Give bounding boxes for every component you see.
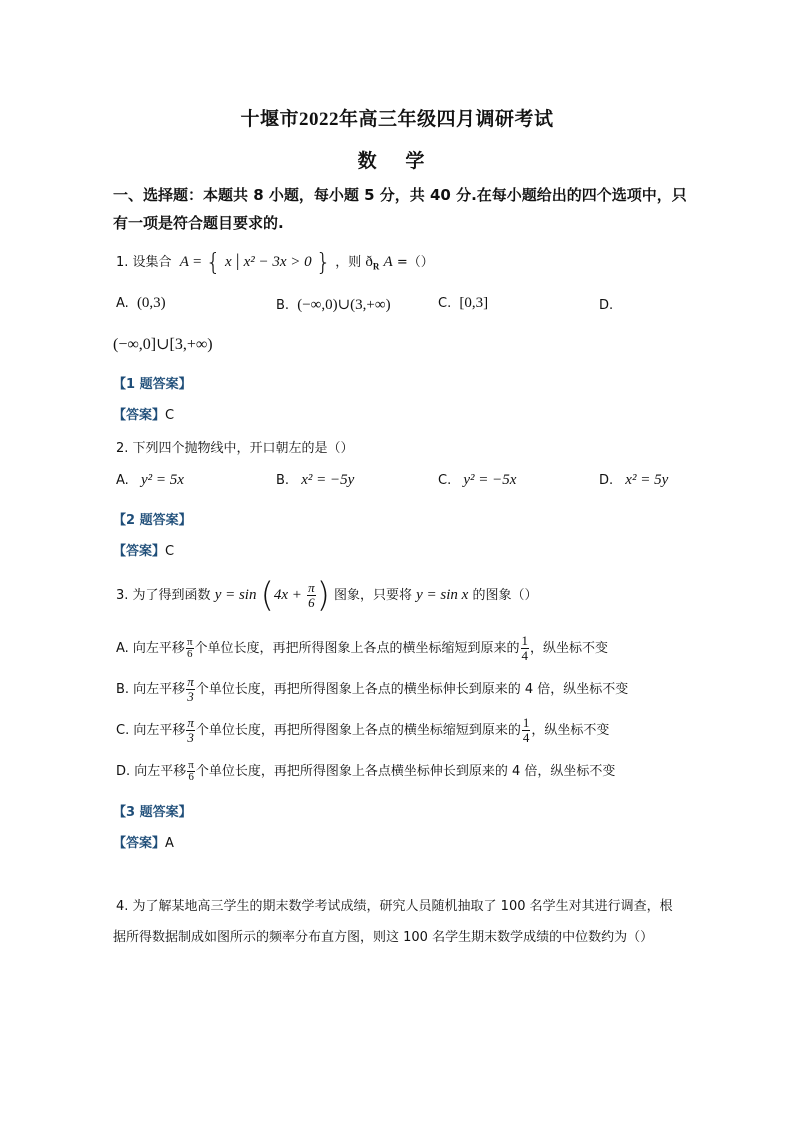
page-title: 十堰市2022年高三年级四月调研考试	[240, 109, 554, 130]
q3-option-b-text: 个单位长度，再把所得图象上各点的横坐标伸长到原来的 4 倍，纵坐标不变	[195, 682, 629, 697]
set-variable: x	[225, 254, 232, 270]
complement-subscript: R	[372, 261, 380, 272]
q2-option-a-label: A.	[116, 473, 129, 488]
q1-option-b-label: B.	[276, 298, 290, 313]
q3-option-d-frac-den: 6	[188, 771, 194, 783]
q2-answer	[113, 540, 174, 559]
q3-right-paren: )	[316, 575, 330, 616]
q2-option-c	[438, 472, 516, 489]
q1-option-d-value: (−∞,0]∪[3,+∞)	[113, 336, 213, 353]
q3-option-c-frac	[186, 716, 195, 745]
q3-function-lhs: y = sin	[214, 587, 257, 603]
question-1-mid: ，则	[335, 255, 362, 270]
q3-option-c-frac2	[522, 716, 531, 745]
question-4-line2: 据所得数据制成如图所示的频率分布直方图，则这 100 名学生期末数学成绩的中位数约为（）	[113, 930, 654, 945]
q3-option-b-label: B. 向左平移	[116, 682, 186, 697]
q3-option-b-frac-num: π	[187, 674, 194, 689]
q3-option-a-frac-num: π	[186, 636, 193, 648]
q3-frac-den: 6	[308, 595, 315, 610]
q1-answer-label: 【答案】	[113, 408, 166, 423]
q3-answer-label: 【答案】	[113, 836, 166, 851]
section-header-line1: 一、选择题：本题共 8 小题，每小题 5 分，共 40 分.在每小题给出的四个选项中，只	[113, 186, 687, 204]
question-3	[116, 573, 538, 618]
q3-option-c-text: 个单位长度，再把所得图象上各点的横坐标缩短到原来的	[195, 723, 521, 738]
q3-option-a-frac-den: 6	[186, 648, 193, 660]
section-header-line2: 有一项是符合题目要求的.	[113, 214, 284, 232]
q3-pi-over-6	[307, 581, 316, 610]
q3-option-a	[116, 634, 608, 664]
complement-set: A	[383, 254, 393, 270]
q3-option-d-text: 个单位长度，再把所得图象上各点横坐标伸长到原来的 4 倍，纵坐标不变	[195, 764, 616, 779]
q3-answer-value: A	[165, 836, 174, 851]
q2-option-d	[599, 472, 668, 489]
q1-answer-header: 【1 题答案】	[113, 377, 192, 392]
q3-option-c-frac-den: 3	[187, 730, 194, 745]
q1-option-c	[438, 295, 488, 312]
q3-option-a-label: A. 向左平移	[116, 641, 185, 656]
q3-option-d-frac	[187, 760, 195, 783]
q1-option-a-value: (0,3)	[136, 295, 166, 311]
q3-frac-num: π	[308, 580, 315, 595]
q3-option-c-frac2-num: 1	[522, 715, 530, 730]
q2-answer-label: 【答案】	[113, 544, 166, 559]
q3-left-paren: (	[260, 575, 274, 616]
q2-option-c-value: y² = −5x	[463, 472, 517, 488]
subject-title: 数 学	[357, 151, 437, 172]
q1-option-d-label: D.	[599, 298, 614, 313]
question-1-tail: =（）	[396, 255, 434, 270]
left-brace: {	[205, 248, 221, 277]
question-3-tail: 的图象（）	[472, 588, 538, 603]
q1-answer-value: C	[165, 408, 175, 423]
q1-option-b-value: (−∞,0)∪(3,+∞)	[297, 297, 391, 313]
q2-option-b-value: x² = −5y	[301, 472, 355, 488]
q2-answer-value: C	[165, 544, 175, 559]
question-3-mid: 图象，只要将	[333, 588, 412, 603]
q3-option-c-label: C. 向左平移	[116, 723, 186, 738]
question-2: 2. 下列四个抛物线中，开口朝左的是（）	[116, 441, 354, 456]
q3-option-d	[116, 757, 615, 787]
q3-option-a-tail: ，纵坐标不变	[530, 641, 609, 656]
q2-answer-header: 【2 题答案】	[113, 513, 192, 528]
q3-option-c-frac-num: π	[187, 715, 194, 730]
q3-option-c-tail: ，纵坐标不变	[531, 723, 610, 738]
q3-option-a-frac2-num: 1	[521, 633, 529, 648]
q3-option-a-frac	[186, 637, 194, 660]
set-equals: =	[193, 254, 202, 270]
q2-option-d-value: x² = 5y	[625, 472, 669, 488]
q2-option-d-label: D.	[599, 473, 614, 488]
q2-option-a	[116, 472, 184, 489]
set-a-symbol: A	[179, 254, 189, 270]
right-brace: }	[315, 248, 332, 277]
q2-option-b	[276, 472, 354, 489]
complement-symbol: ð	[365, 254, 373, 270]
q3-answer	[113, 832, 174, 851]
q2-option-b-label: B.	[276, 473, 290, 488]
q3-option-d-frac-num: π	[188, 759, 194, 771]
q1-option-a-label: A.	[116, 296, 129, 311]
q3-option-c	[116, 716, 609, 746]
q1-option-c-value: [0,3]	[459, 295, 489, 311]
q3-function-2: y = sin x	[416, 587, 469, 603]
question-1-prefix: 1. 设集合	[116, 255, 172, 270]
q1-answer	[113, 404, 174, 423]
q3-option-a-frac2	[521, 634, 530, 663]
question-3-prefix: 3. 为了得到函数	[116, 588, 211, 603]
q3-option-b-frac	[186, 675, 195, 704]
set-condition: x² − 3x > 0	[243, 254, 312, 270]
q3-function-arg: 4x +	[273, 587, 302, 603]
q3-option-d-label: D. 向左平移	[116, 764, 187, 779]
q3-option-a-text: 个单位长度，再把所得图象上各点的横坐标缩短到原来的	[194, 641, 520, 656]
q1-option-b	[276, 295, 391, 314]
q2-option-a-value: y² = 5x	[140, 472, 184, 488]
q3-option-a-frac2-den: 4	[521, 648, 529, 663]
question-4-line1: 4. 为了解某地高三学生的期末数学考试成绩，研究人员随机抽取了 100 名学生对其进行调查，根	[116, 899, 673, 914]
q1-option-c-label: C.	[438, 296, 452, 311]
q3-answer-header: 【3 题答案】	[113, 805, 192, 820]
question-1	[116, 250, 434, 275]
q3-option-c-frac2-den: 4	[522, 730, 530, 745]
q2-option-c-label: C.	[438, 473, 452, 488]
q3-option-b-frac-den: 3	[187, 689, 194, 704]
q1-option-a	[116, 295, 166, 312]
q3-option-b	[116, 675, 628, 705]
set-divider: |	[235, 250, 240, 270]
